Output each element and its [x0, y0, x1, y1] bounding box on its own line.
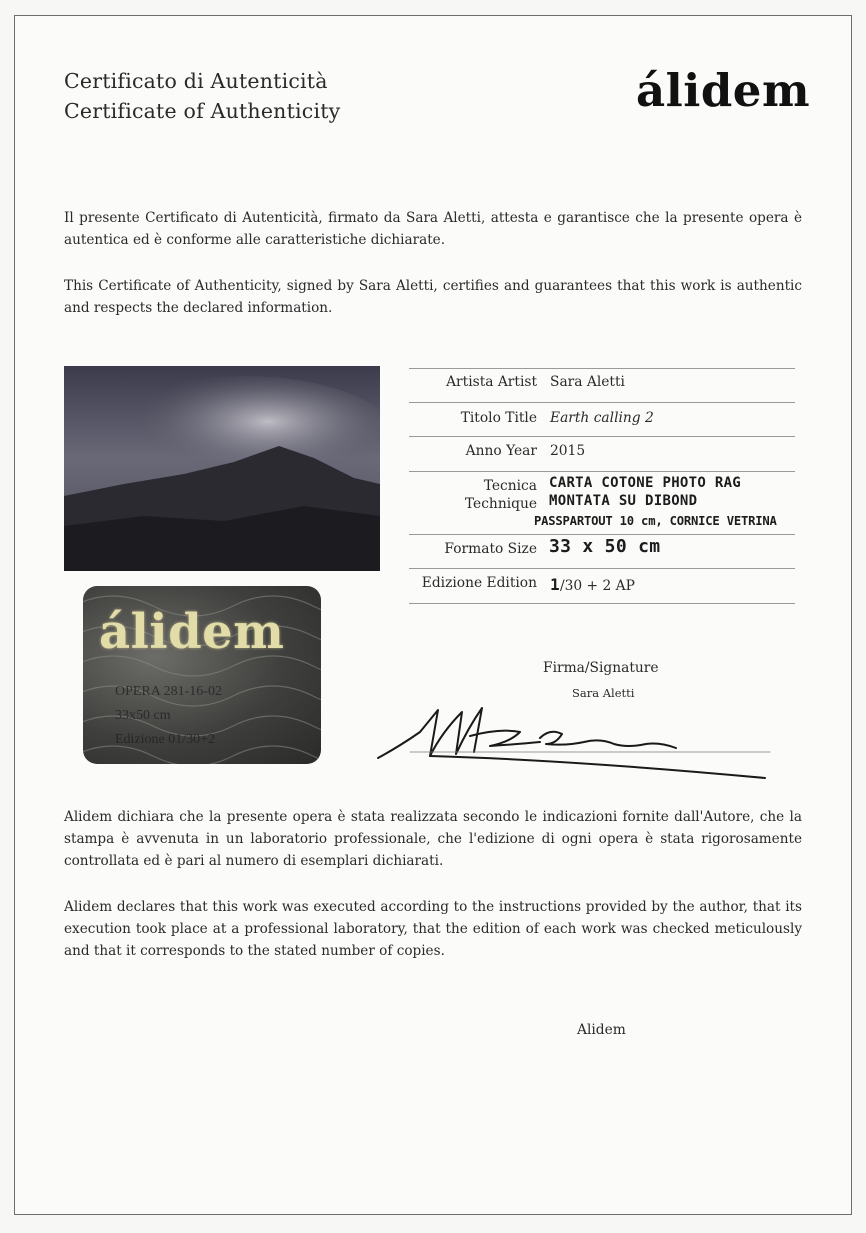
- edition-value: [550, 575, 635, 594]
- intro-english: This Certificate of Authenticity, signed by Sara Aletti, certifies and guarantees that this work is authentic and respects the declared information.: [64, 278, 802, 316]
- artwork-photo-image: [64, 366, 380, 571]
- certificate-title: [64, 66, 340, 126]
- technique-handwritten-line-2: MONTATA SU DIBOND: [549, 493, 698, 509]
- size-label: Formato Size: [444, 541, 537, 557]
- technique-label-en: Technique: [464, 496, 537, 512]
- divider: [409, 603, 795, 604]
- artist-label: Artista Artist: [446, 374, 537, 390]
- title-value: Earth calling 2: [550, 410, 654, 426]
- edition-total: /30 + 2 AP: [559, 578, 635, 594]
- size-handwritten-value: 33 x 50 cm: [549, 536, 661, 557]
- divider: [409, 534, 795, 535]
- edition-label: Edizione Edition: [421, 575, 537, 591]
- authenticity-hologram: [83, 586, 321, 764]
- handwritten-signature: [370, 698, 780, 788]
- technique-handwritten-line-3: PASSPARTOUT 10 cm, CORNICE VETRINA: [534, 514, 777, 528]
- hologram-edition: Edizione 01/30+2: [115, 732, 216, 747]
- declaration-english: Alidem declares that this work was executed according to the instructions provided by the author, that its execution took place at a professional laboratory, that the edition of each work was checked meticulously and that it corresponds to the stated number of copies.: [64, 899, 802, 959]
- signature-name: Sara Aletti: [572, 686, 635, 700]
- edition-handwritten-number: 1: [550, 575, 560, 594]
- logo-text: álidem: [636, 64, 811, 117]
- artwork-photo: [64, 366, 380, 571]
- divider: [409, 471, 795, 472]
- divider: [409, 402, 795, 403]
- year-value: 2015: [550, 443, 586, 459]
- year-label: Anno Year: [465, 443, 537, 459]
- title-english: Certificate of Authenticity: [64, 99, 341, 123]
- artist-value: Sara Aletti: [550, 374, 625, 390]
- hologram-opera-code: OPERA 281-16-02: [115, 684, 222, 699]
- divider: [409, 368, 795, 369]
- divider: [409, 568, 795, 569]
- title-italian: Certificato di Autenticità: [64, 69, 328, 93]
- alidem-logo: [636, 64, 810, 117]
- issuer-name: Alidem: [577, 1022, 626, 1038]
- technique-label-it: Tecnica: [483, 478, 537, 494]
- divider: [409, 436, 795, 437]
- hologram-logo: álidem: [99, 604, 285, 660]
- intro-italian: Il presente Certificato di Autenticità, firmato da Sara Aletti, attesta e garantisce che la presente opera è autentica ed è conforme alle caratteristiche dichiarate.: [64, 210, 802, 248]
- technique-handwritten-line-1: CARTA COTONE PHOTO RAG: [549, 475, 742, 491]
- declaration-italian: Alidem dichiara che la presente opera è stata realizzata secondo le indicazioni fornite dall'Autore, che la stampa è avvenuta in un laboratorio professionale, che l'edizione di ogni opera è stata rigorosamente controllata ed è pari al numero di esemplari dichiarati.: [64, 809, 802, 869]
- title-label: Titolo Title: [460, 410, 537, 426]
- signature-heading: Firma/Signature: [543, 660, 659, 676]
- hologram-size: 33x50 cm: [115, 708, 171, 723]
